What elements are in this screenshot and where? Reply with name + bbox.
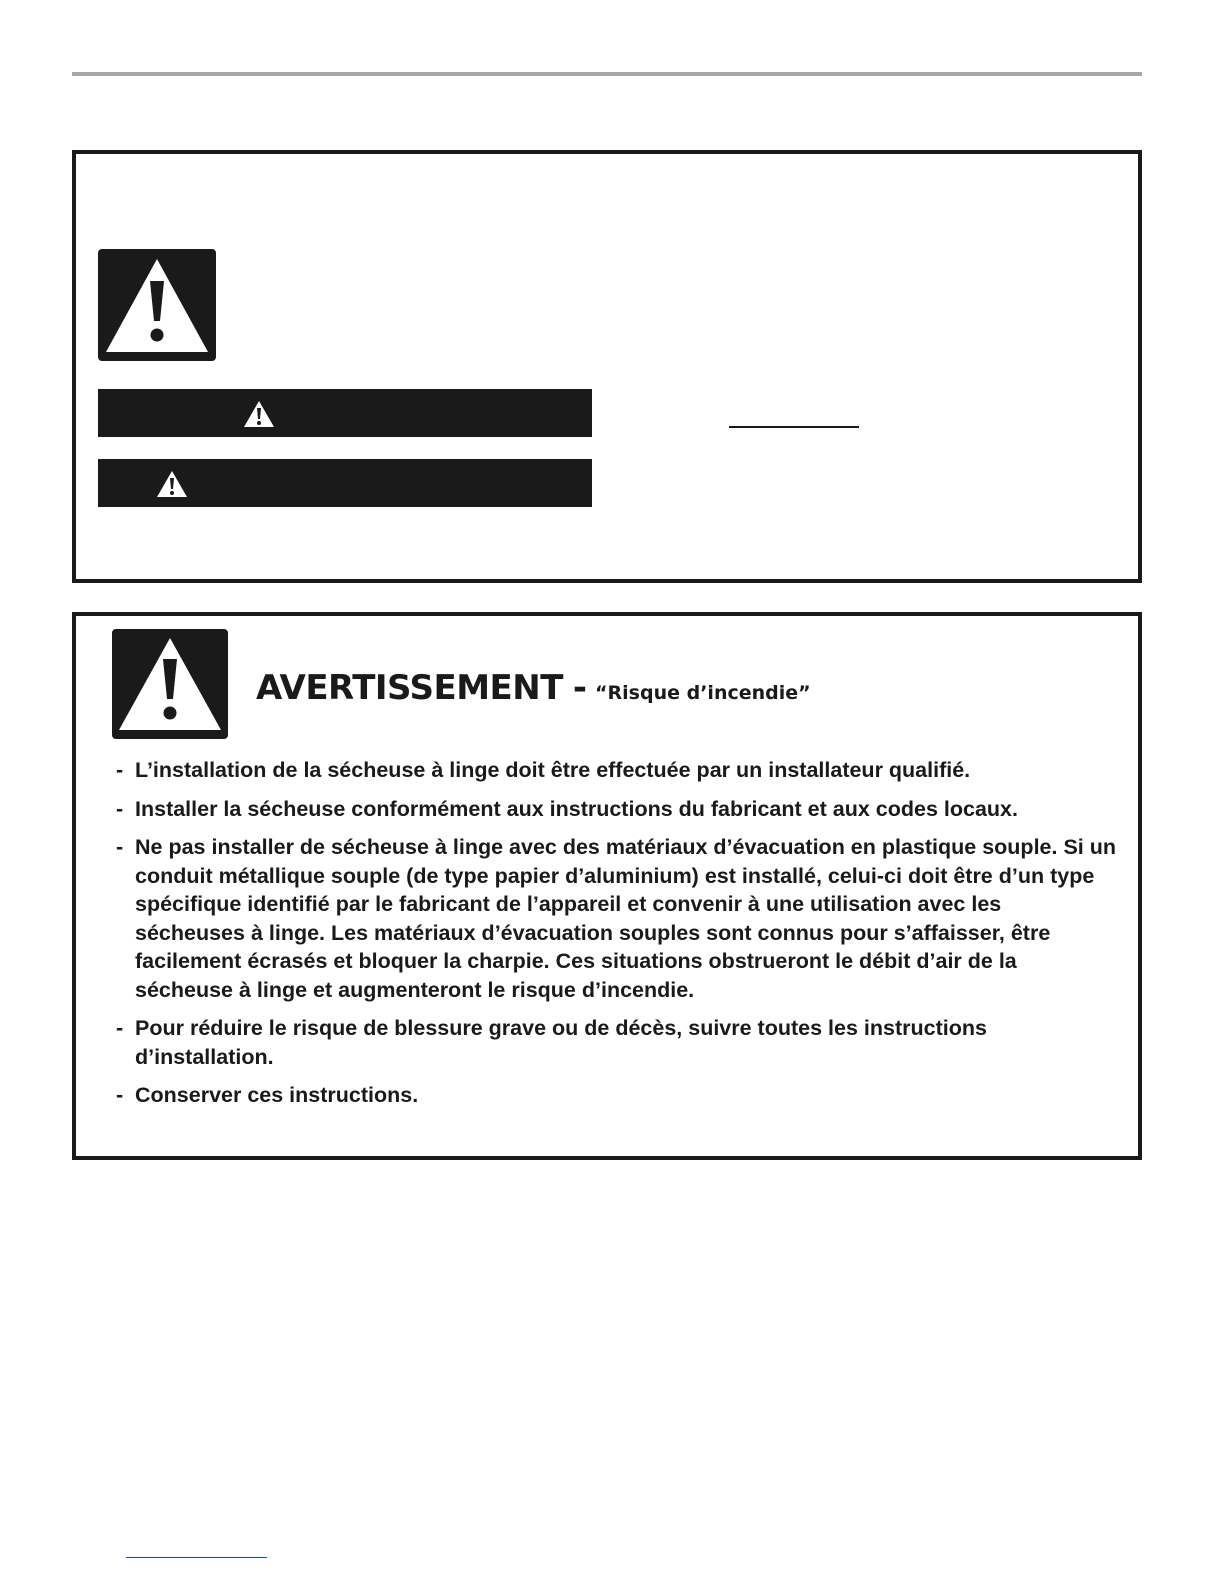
warning-item-text: Conserver ces instructions. bbox=[135, 1083, 419, 1107]
safety-alert-icon bbox=[155, 469, 189, 499]
hazard-name: “Risque d’incendie” bbox=[595, 682, 811, 704]
warning-item-text: L’installation de la sécheuse à linge doit être effectuée par un installateur qualifié. bbox=[135, 758, 971, 782]
list-marker: - bbox=[116, 796, 124, 821]
warning-item bbox=[116, 833, 1116, 1004]
heading-separator: - bbox=[572, 668, 588, 708]
warning-heading bbox=[256, 668, 811, 708]
list-marker: - bbox=[116, 835, 124, 859]
header-rule bbox=[72, 72, 1142, 76]
signal-word: AVERTISSEMENT bbox=[256, 668, 563, 708]
warning-item bbox=[116, 795, 1116, 824]
fire-hazard-warning-box bbox=[72, 612, 1142, 1160]
safety-symbol-box bbox=[72, 150, 1142, 583]
signal-word-bar-danger bbox=[98, 389, 592, 437]
footer-link-underline[interactable] bbox=[126, 1557, 267, 1558]
underline-rule bbox=[729, 426, 859, 428]
safety-alert-icon bbox=[98, 249, 216, 361]
warning-list bbox=[116, 756, 1116, 1120]
list-marker: - bbox=[116, 758, 124, 782]
warning-item-text: Pour réduire le risque de blessure grave ou de décès, suivre toutes les instructions d’installation. bbox=[135, 1016, 987, 1069]
signal-word-bar-warning bbox=[98, 459, 592, 507]
warning-item-text: Installer la sécheuse conformément aux instructions du fabricant et aux codes locaux. bbox=[135, 796, 1018, 821]
safety-alert-icon bbox=[242, 399, 276, 429]
warning-item-text: Ne pas installer de sécheuse à linge avec des matériaux d’évacuation en plastique souple. Si un conduit métallique souple (de type papier d’aluminium) est installé, celui-ci doit être d’un type spécifique identifié par le fabricant de l’appareil et convenir à une utilisation avec les sécheuses à linge. Les matériaux d’évacuation souples sont connus pour s’affaisser, être facilement écrasés et bloquer la charpie. Ces situations obstrueront le débit d’air de la sécheuse à linge et augmenteront le risque d’incendie. bbox=[135, 835, 1117, 1002]
list-marker: - bbox=[116, 1083, 124, 1107]
list-marker: - bbox=[116, 1016, 124, 1040]
warning-item bbox=[116, 1081, 1116, 1110]
warning-item bbox=[116, 756, 1116, 785]
safety-alert-icon bbox=[112, 629, 228, 739]
warning-item bbox=[116, 1014, 1116, 1071]
